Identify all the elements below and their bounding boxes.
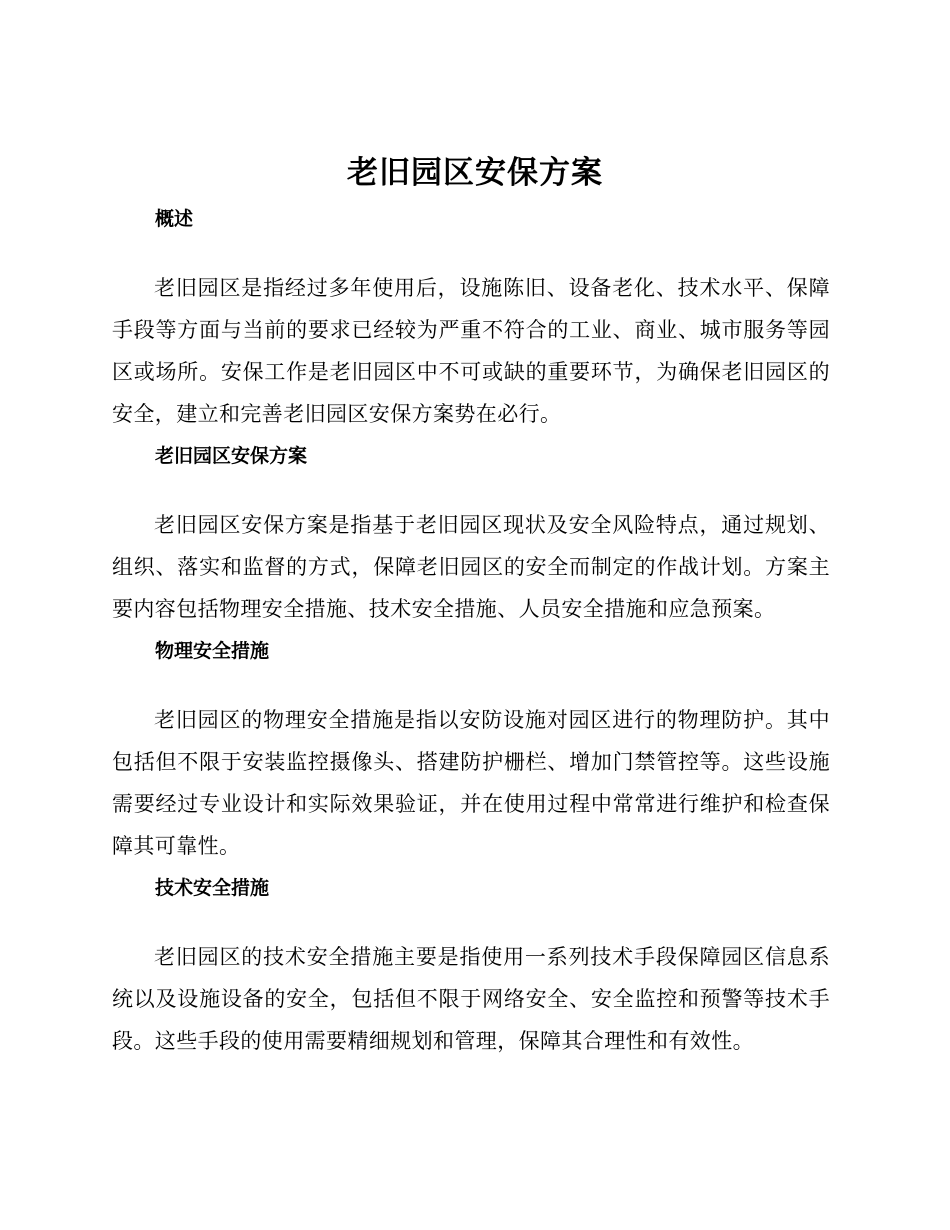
section-paragraph: 老旧园区的技术安全措施主要是指使用一系列技术手段保障园区信息系统以及设施设备的安全，包括但不限于网络安全、安全监控和预警等技术手段。这些手段的使用需要精细规划和管理，保障其合理性和有效性。 xyxy=(112,945,830,1053)
document-title: 老旧园区安保方案 xyxy=(347,155,603,191)
section-heading: 物理安全措施 xyxy=(155,640,270,662)
section-heading: 概述 xyxy=(155,208,194,230)
section-paragraph: 老旧园区是指经过多年使用后，设施陈旧、设备老化、技术水平、保障手段等方面与当前的要求已经较为严重不符合的工业、商业、城市服务等园区或场所。安保工作是老旧园区中不可或缺的重要环节，为确保老旧园区的安全，建立和完善老旧园区安保方案势在必行。 xyxy=(112,276,830,426)
section-technical-security xyxy=(112,873,830,1062)
section-overview xyxy=(112,204,830,435)
section-heading: 技术安全措施 xyxy=(155,877,270,899)
section-physical-security xyxy=(112,636,830,867)
section-security-plan xyxy=(112,441,830,630)
section-heading: 老旧园区安保方案 xyxy=(155,445,308,467)
section-paragraph: 老旧园区的物理安全措施是指以安防设施对园区进行的物理防护。其中包括但不限于安装监控摄像头、搭建防护栅栏、增加门禁管控等。这些设施需要经过专业设计和实际效果验证，并在使用过程中常常进行维护和检查保障其可靠性。 xyxy=(112,708,830,858)
section-paragraph: 老旧园区安保方案是指基于老旧园区现状及安全风险特点，通过规划、组织、落实和监督的方式，保障老旧园区的安全而制定的作战计划。方案主要内容包括物理安全措施、技术安全措施、人员安全措施和应急预案。 xyxy=(112,513,830,621)
